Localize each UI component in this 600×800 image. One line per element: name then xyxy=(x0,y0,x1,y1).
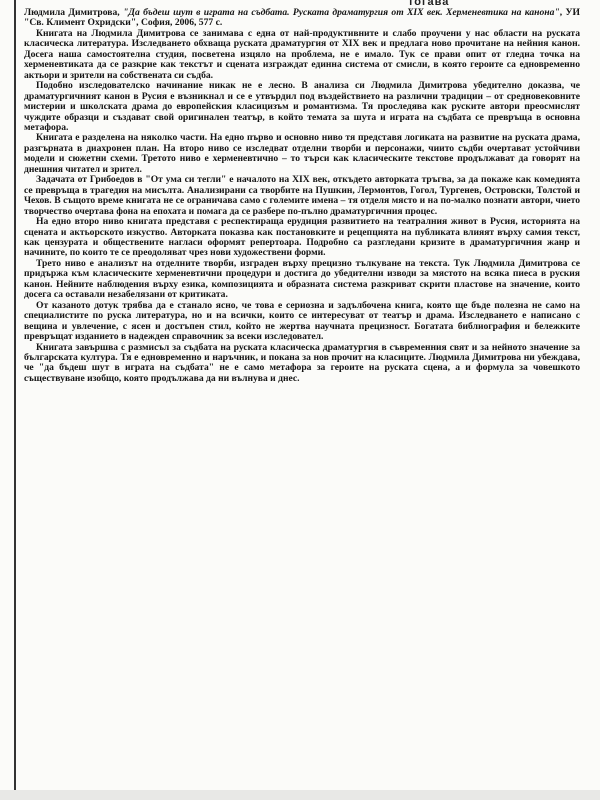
article-paragraph-6: Трето ниво е анализът на отделните творби, изграден върху прецизно тълкуване на текста. Тук Людмила Димитрова се придържа към класическите херменевтични процедури и достига до убедителни изводи за мястото на всяка пиеса в руския канон. Нейните наблюдения върху езика, композицията и образната система разкриват скрити пластове на значение, които досега са оставали незабелязани от критиката. xyxy=(24,257,580,301)
article-paragraph-8: Книгата завършва с размисъл за съдбата на руската класическа драматургия в съвременния свят и за нейното значение за българската култура. Тя е едновременно и наръчник, и покана за нов прочит на класиците. Людмила Димитрова ни убеждава, че "да бъдеш шут в играта на съдбата" не е само метафора за героите на руската сцена, а и формула за човешкото съществуване изобщо, която продължава да ни вълнува и днес. xyxy=(24,341,580,384)
article-book-title: "Да бъдеш шут в играта на съдбата. Руската драматургия от XIX век. Херменевтика на канона" xyxy=(123,7,560,18)
article-paragraph-2: Подобно изследователско начинание никак не е лесно. В анализа си Людмила Димитрова убедително доказва, че драматургичният канон в Русия е възникнал и се е утвърдил под въздействието на различни традиции – от средновековните мистерии и школската драма до европейския класицизъм и романтизма. Тя проследява как руските автори преосмислят чуждите образци и създават свой оригинален театър, в който темата за шута и играта на съдбата се превръща в основна метафора. xyxy=(24,80,580,133)
article-publication-info: , УИ "Св. Климент Охридски", София, 2006, 577 с. xyxy=(24,7,580,29)
article-heading xyxy=(24,8,580,29)
book-review-article xyxy=(24,8,580,384)
header-fragment: тогава xyxy=(408,0,450,8)
page-bottom-edge xyxy=(0,790,600,800)
article-paragraph-7: От казаното дотук трябва да е станало ясно, че това е сериозна и задълбочена книга, която ще бъде полезна не само на специалистите по руска литература, но и на всички, които се интересуват от театър и драма. Изследването е написано с вещина и увлечение, с ясен и достъпен стил, който не жертва научната прецизност. Богатата библиография и бележките превръщат изданието в надежден справочник за всеки изследовател. xyxy=(24,299,580,343)
article-paragraph-5: На едно второ ниво книгата представя с респектираща ерудиция развитието на театралния живот в Русия, историята на сцената и актьорското изкуство. Авторката показва как постановките и рецепцията на публиката влияят върху самия текст, как цензурата и обществените нагласи оформят репертоара. Подробно са разгледани кризите в драматургичния жанр и начините, по които те се преодоляват чрез нови художествени форми. xyxy=(24,216,580,259)
article-paragraph-4: Задачата от Грибоедов в "От ума си тегли" е началото на XIX век, откъдето авторката тръгва, за да покаже как комедията се превръща в трагедия на мисълта. Анализирани са творбите на Пушкин, Лермонтов, Гогол, Тургенев, Островски, Толстой и Чехов. В същото време книгата не се ограничава само с големите имена – тя отделя място и на по-малко познати автори, чието творчество очертава фона на епохата и помага да се разбере по-пълно драматургичния процес. xyxy=(24,174,580,217)
article-author: Людмила Димитрова, xyxy=(24,7,120,18)
article-paragraph-1: Книгата на Людмила Димитрова се занимава с една от най-продуктивните и слабо проучени у нас области на руската класическа литература. Изследването обхваща руската драматургия от XIX век и предлага ново прочитане на нейния канон. Досега наша самостоятелна студия, посветена изцяло на проблема, не е имало. Тук се прави опит от гледна точка на херменевтиката да се разкрие как текстът и сцената изграждат единна система от смисли, в която героите са едновременно актьори и зрители на собствената си съдба. xyxy=(24,27,580,81)
article-paragraph-3: Книгата е разделена на няколко части. На едно първо и основно ниво тя представя логиката на развитие на руската драма, разгърната в диахронен план. На второ ниво се изследват отделни творби и персонажи, чиито съдби очертават устойчиви модели и сюжетни схеми. Третото ниво е херменевтично – то търси как класическите текстове продължават да говорят на днешния читател и зрител. xyxy=(24,132,580,175)
